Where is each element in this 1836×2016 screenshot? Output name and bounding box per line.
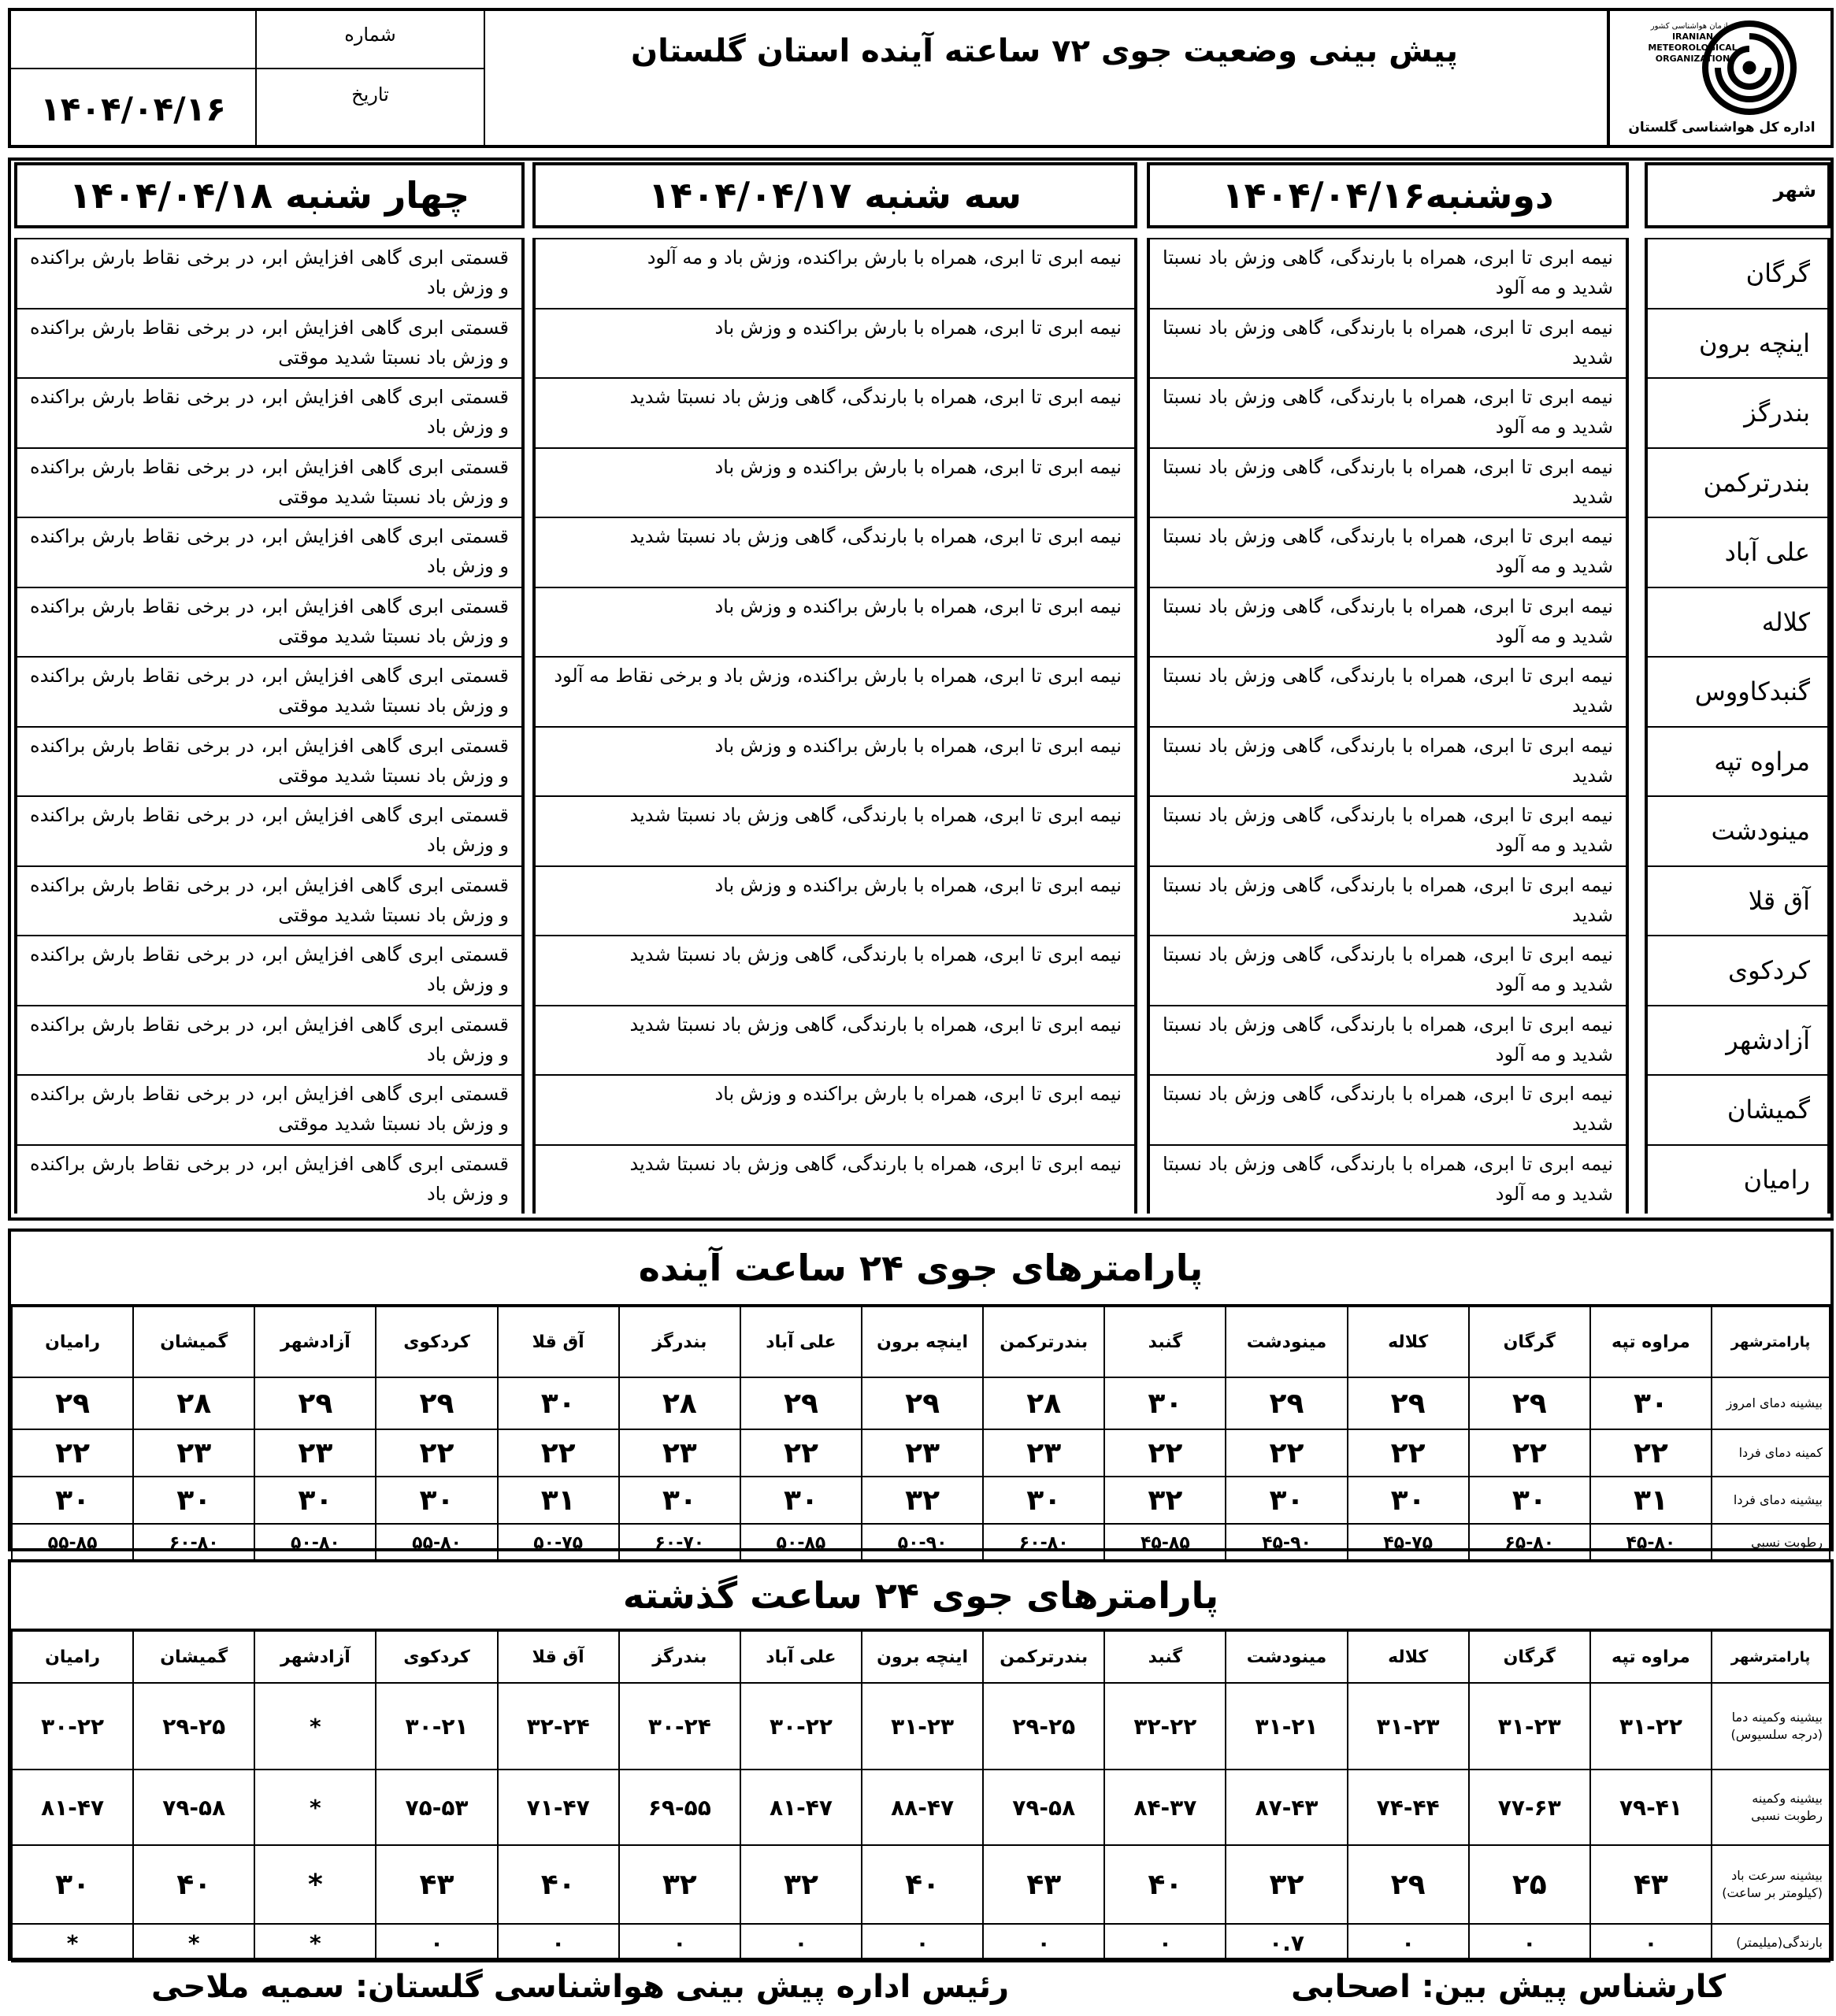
- day-header-3: چهار شنبه ۱۴۰۴/۰۴/۱۸: [14, 162, 525, 228]
- value-cell: ۳۲: [1226, 1845, 1347, 1924]
- forecast-cell: نیمه ابری تا ابری، همراه با بارندگی، گاهی وزش باد نسبتا شدید: [532, 1005, 1137, 1075]
- city-name: بندرگز: [1645, 377, 1830, 447]
- forecast-cell: نیمه ابری تا ابری، همراه با بارندگی، گاهی وزش باد نسبتا شدید: [532, 377, 1137, 447]
- value-cell: ۰: [1590, 1924, 1712, 1962]
- value-cell: ۲۹-۲۵: [983, 1683, 1104, 1770]
- forecast-cell: قسمتی ابری گاهی افزایش ابر، در برخی نقاط بارش براکنده و وزش باد: [14, 795, 525, 865]
- city-name: علی آباد: [1645, 517, 1830, 587]
- chief-signature: رئیس اداره پیش بینی هواشناسی گلستان: سمیه ملاحی: [151, 1969, 1009, 2005]
- value-cell: ۶۰-۸۰: [983, 1524, 1104, 1562]
- value-cell: ۲۹: [12, 1377, 133, 1429]
- value-cell: ۰: [1469, 1924, 1590, 1962]
- value-cell: ۳۱: [498, 1477, 619, 1524]
- row-label: بیشینه وکمینه دما (درجه سلسیوس): [1712, 1683, 1830, 1770]
- value-cell: ۳۰: [1348, 1477, 1469, 1524]
- forecast-cell: نیمه ابری تا ابری، همراه با بارش براکنده و وزش باد: [532, 865, 1137, 936]
- value-cell: ۳۲: [1104, 1477, 1226, 1524]
- forecast-cell: نیمه ابری تا ابری، همراه با بارندگی، گاهی وزش باد نسبتا شدید و مه آلود: [1147, 517, 1629, 587]
- value-cell: ۲۲: [1590, 1429, 1712, 1477]
- value-cell: ۳۲-۲۲: [1104, 1683, 1226, 1770]
- value-cell: ۷۵-۵۳: [376, 1770, 497, 1845]
- value-cell: *: [133, 1924, 254, 1962]
- value-cell: ۴۰: [1104, 1845, 1226, 1924]
- value-cell: ۲۹: [254, 1377, 376, 1429]
- value-cell: ۴۰: [862, 1845, 983, 1924]
- city-name: بندرترکمن: [1645, 447, 1830, 517]
- value-cell: ۵۰-۸۰: [254, 1524, 376, 1562]
- forecast-cell: قسمتی ابری گاهی افزایش ابر، در برخی نقاط بارش براکنده و وزش باد: [14, 517, 525, 587]
- value-cell: ۲۲: [12, 1429, 133, 1477]
- value-cell: ۳۰: [376, 1477, 497, 1524]
- value-cell: ۲۲: [740, 1429, 862, 1477]
- city-name: گرگان: [1645, 238, 1830, 308]
- forecast-cell: قسمتی ابری گاهی افزایش ابر، در برخی نقاط بارش براکنده و وزش باد: [14, 238, 525, 308]
- value-cell: ۳۰: [1469, 1477, 1590, 1524]
- city-column-header: آزادشهر: [254, 1631, 376, 1683]
- value-cell: ۳۰: [740, 1477, 862, 1524]
- forecast-cell: نیمه ابری تا ابری، همراه با بارندگی، گاهی وزش باد نسبتا شدید و مه آلود: [1147, 1144, 1629, 1214]
- value-cell: ۵۵-۸۵: [12, 1524, 133, 1562]
- value-cell: ۴۳: [983, 1845, 1104, 1924]
- value-cell: ۲۹-۲۵: [133, 1683, 254, 1770]
- city-column-header: گنبد: [1104, 1306, 1226, 1377]
- forecast-cell: قسمتی ابری گاهی افزایش ابر، در برخی نقاط بارش براکنده و وزش باد نسبتا شدید موقتی: [14, 587, 525, 657]
- value-cell: ۷۱-۴۷: [498, 1770, 619, 1845]
- svg-text:ORGANIZATION: ORGANIZATION: [1655, 54, 1730, 64]
- city-name: رامیان: [1645, 1144, 1830, 1214]
- day-header-1: دوشنبه۱۴۰۴/۰۴/۱۶: [1147, 162, 1629, 228]
- city-column-header: مینودشت: [1226, 1306, 1347, 1377]
- value-cell: ۸۸-۴۷: [862, 1770, 983, 1845]
- value-cell: ۲۸: [133, 1377, 254, 1429]
- row-label: کمینه دمای فردا: [1712, 1429, 1830, 1477]
- value-cell: ۳۰-۲۲: [740, 1683, 862, 1770]
- row-label: بیشینه وکمینه رطوبت نسبی: [1712, 1770, 1830, 1845]
- city-column-header: بندرگز: [619, 1306, 740, 1377]
- value-cell: ۲۹: [862, 1377, 983, 1429]
- forecast-cell: نیمه ابری تا ابری، همراه با بارندگی، گاهی وزش باد نسبتا شدید: [532, 795, 1137, 865]
- forecast-cell: قسمتی ابری گاهی افزایش ابر، در برخی نقاط بارش براکنده و وزش باد: [14, 935, 525, 1005]
- forecast-cell: نیمه ابری تا ابری، همراه با بارندگی، گاهی وزش باد نسبتا شدید و مه آلود: [1147, 1005, 1629, 1075]
- forecaster-signature: کارشناس پیش بین: اصحابی: [1291, 1969, 1726, 2005]
- forecast-cell: نیمه ابری تا ابری، همراه با بارندگی، گاهی وزش باد نسبتا شدید و مه آلود: [1147, 238, 1629, 308]
- forecast-cell: نیمه ابری تا ابری، همراه با بارش براکنده، وزش باد و مه آلود: [532, 238, 1137, 308]
- value-cell: ۲۲: [1348, 1429, 1469, 1477]
- value-cell: ۳۱-۲۳: [1469, 1683, 1590, 1770]
- past24-table: [11, 1630, 1830, 1962]
- value-cell: ۳۲: [862, 1477, 983, 1524]
- forecast-cell: نیمه ابری تا ابری، همراه با بارندگی، گاهی وزش باد نسبتا شدید و مه آلود: [1147, 377, 1629, 447]
- value-cell: ۳۲: [619, 1845, 740, 1924]
- corner-label: پارامترشهر: [1712, 1306, 1830, 1377]
- city-column-header: رامیان: [12, 1631, 133, 1683]
- forecast-cell: نیمه ابری تا ابری، همراه با بارش براکنده و وزش باد: [532, 726, 1137, 796]
- forecast-cell: نیمه ابری تا ابری، همراه با بارش براکنده و وزش باد: [532, 447, 1137, 517]
- value-cell: ۸۱-۴۷: [12, 1770, 133, 1845]
- city-column-header: اینچه برون: [862, 1631, 983, 1683]
- city-column-header: آق قلا: [498, 1631, 619, 1683]
- value-cell: *: [254, 1924, 376, 1962]
- forecast-cell: قسمتی ابری گاهی افزایش ابر، در برخی نقاط بارش براکنده و وزش باد نسبتا شدید موقتی: [14, 308, 525, 378]
- city-column-header: مراوه تپه: [1590, 1631, 1712, 1683]
- value-cell: ۸۷-۴۳: [1226, 1770, 1347, 1845]
- value-cell: ۲۹: [1348, 1845, 1469, 1924]
- table-row: [12, 1924, 1830, 1962]
- table-row: [12, 1377, 1830, 1429]
- value-cell: ۲۳: [983, 1429, 1104, 1477]
- value-cell: ۲۹: [740, 1377, 862, 1429]
- value-cell: ۵۰-۹۰: [862, 1524, 983, 1562]
- date-value: ۱۴۰۴/۰۴/۱۶: [40, 90, 226, 128]
- value-cell: ۷۴-۴۴: [1348, 1770, 1469, 1845]
- city-column-header: اینچه برون: [862, 1306, 983, 1377]
- value-cell: ۰: [983, 1924, 1104, 1962]
- past24-box: [8, 1559, 1834, 1961]
- row-label: رطوبت نسبی: [1712, 1524, 1830, 1562]
- city-name: مینودشت: [1645, 795, 1830, 865]
- city-column-header: گمیشان: [133, 1631, 254, 1683]
- value-cell: ۲۳: [862, 1429, 983, 1477]
- divider: [1607, 11, 1610, 145]
- value-cell: ۷۹-۴۱: [1590, 1770, 1712, 1845]
- value-cell: ۴۵-۸۰: [1590, 1524, 1712, 1562]
- value-cell: ۳۰: [254, 1477, 376, 1524]
- number-label: شماره: [344, 24, 396, 46]
- city-name: مراوه تپه: [1645, 726, 1830, 796]
- value-cell: *: [254, 1770, 376, 1845]
- value-cell: ۳۰: [498, 1377, 619, 1429]
- city-name: گمیشان: [1645, 1074, 1830, 1144]
- row-label: بیشینه دمای فردا: [1712, 1477, 1830, 1524]
- city-name: اینچه برون: [1645, 308, 1830, 378]
- svg-text:METEOROLOGICAL: METEOROLOGICAL: [1648, 43, 1738, 53]
- table-row: [12, 1477, 1830, 1524]
- forecast-cell: نیمه ابری تا ابری، همراه با بارندگی، گاهی وزش باد نسبتا شدید: [532, 1144, 1137, 1214]
- value-cell: ۲۹: [1469, 1377, 1590, 1429]
- meteorological-organization-logo-icon: [1631, 14, 1812, 117]
- value-cell: ۰: [619, 1924, 740, 1962]
- value-cell: ۳۱-۲۳: [1348, 1683, 1469, 1770]
- value-cell: ۰.۷: [1226, 1924, 1347, 1962]
- city-name: آق قلا: [1645, 865, 1830, 936]
- forecast-cell: نیمه ابری تا ابری، همراه با بارندگی، گاهی وزش باد نسبتا شدید: [1147, 447, 1629, 517]
- value-cell: ۲۲: [376, 1429, 497, 1477]
- row-label: بارندگی(میلیمتر): [1712, 1924, 1830, 1962]
- forecast-cell: قسمتی ابری گاهی افزایش ابر، در برخی نقاط بارش براکنده و وزش باد نسبتا شدید موقتی: [14, 1074, 525, 1144]
- forecast-cell: قسمتی ابری گاهی افزایش ابر، در برخی نقاط بارش براکنده و وزش باد نسبتا شدید موقتی: [14, 865, 525, 936]
- forecast-cell: نیمه ابری تا ابری، همراه با بارندگی، گاهی وزش باد نسبتا شدید: [1147, 865, 1629, 936]
- value-cell: ۷۷-۶۳: [1469, 1770, 1590, 1845]
- value-cell: ۴۵-۹۰: [1226, 1524, 1347, 1562]
- value-cell: ۳۱-۲۳: [862, 1683, 983, 1770]
- next24-table: [11, 1306, 1830, 1562]
- value-cell: ۷۹-۵۸: [983, 1770, 1104, 1845]
- value-cell: ۴۵-۷۵: [1348, 1524, 1469, 1562]
- city-header: شهر: [1645, 162, 1830, 228]
- value-cell: ۰: [1104, 1924, 1226, 1962]
- value-cell: ۳۰: [133, 1477, 254, 1524]
- value-cell: ۳۲: [740, 1845, 862, 1924]
- value-cell: ۳۰: [1590, 1377, 1712, 1429]
- city-column-header: گنبد: [1104, 1631, 1226, 1683]
- value-cell: ۲۹: [376, 1377, 497, 1429]
- table-row: [12, 1429, 1830, 1477]
- table-row: [12, 1524, 1830, 1562]
- row-label: بیشینه سرعت باد (کیلومتر بر ساعت): [1712, 1845, 1830, 1924]
- city-column-header: رامیان: [12, 1306, 133, 1377]
- forecast-cell: قسمتی ابری گاهی افزایش ابر، در برخی نقاط بارش براکنده و وزش باد: [14, 1144, 525, 1214]
- table-header-row: [12, 1306, 1830, 1377]
- value-cell: *: [254, 1845, 376, 1924]
- forecast-cell: نیمه ابری تا ابری، همراه با بارندگی، گاهی وزش باد نسبتا شدید: [1147, 726, 1629, 796]
- city-column-header: بندرترکمن: [983, 1631, 1104, 1683]
- value-cell: ۳۰: [12, 1477, 133, 1524]
- value-cell: ۵۵-۸۰: [376, 1524, 497, 1562]
- divider: [11, 68, 484, 69]
- value-cell: ۴۵-۸۵: [1104, 1524, 1226, 1562]
- forecast-cell: نیمه ابری تا ابری، همراه با بارندگی، گاهی وزش باد نسبتا شدید: [1147, 1074, 1629, 1144]
- city-name: کلاله: [1645, 587, 1830, 657]
- forecast-cell: قسمتی ابری گاهی افزایش ابر، در برخی نقاط بارش براکنده و وزش باد نسبتا شدید موقتی: [14, 656, 525, 726]
- city-column-header: آق قلا: [498, 1306, 619, 1377]
- value-cell: *: [12, 1924, 133, 1962]
- value-cell: ۴۳: [376, 1845, 497, 1924]
- logo: [1615, 14, 1829, 144]
- forecast-cell: قسمتی ابری گاهی افزایش ابر، در برخی نقاط بارش براکنده و وزش باد نسبتا شدید موقتی: [14, 447, 525, 517]
- city-name: گنبدکاووس: [1645, 656, 1830, 726]
- city-column-header: آزادشهر: [254, 1306, 376, 1377]
- value-cell: ۴۳: [1590, 1845, 1712, 1924]
- value-cell: ۳۰-۲۲: [12, 1683, 133, 1770]
- value-cell: ۲۸: [619, 1377, 740, 1429]
- city-name: کردکوی: [1645, 935, 1830, 1005]
- city-column-header: بندرگز: [619, 1631, 740, 1683]
- city-column-header: کردکوی: [376, 1631, 497, 1683]
- city-column-header: مراوه تپه: [1590, 1306, 1712, 1377]
- city-column-header: علی آباد: [740, 1306, 862, 1377]
- table-row: [12, 1845, 1830, 1924]
- value-cell: *: [254, 1683, 376, 1770]
- value-cell: ۲۵: [1469, 1845, 1590, 1924]
- value-cell: ۲۳: [619, 1429, 740, 1477]
- value-cell: ۰: [862, 1924, 983, 1962]
- value-cell: ۴۰: [133, 1845, 254, 1924]
- value-cell: ۳۰: [983, 1477, 1104, 1524]
- value-cell: ۲۳: [133, 1429, 254, 1477]
- value-cell: ۸۱-۴۷: [740, 1770, 862, 1845]
- value-cell: ۲۳: [254, 1429, 376, 1477]
- value-cell: ۲۸: [983, 1377, 1104, 1429]
- value-cell: ۴۰: [498, 1845, 619, 1924]
- day-header-2: سه شنبه ۱۴۰۴/۰۴/۱۷: [532, 162, 1137, 228]
- city-column-header: مینودشت: [1226, 1631, 1347, 1683]
- next24-box: [8, 1228, 1834, 1551]
- value-cell: ۰: [740, 1924, 862, 1962]
- date-label: تاریخ: [351, 83, 389, 106]
- city-column-header: گرگان: [1469, 1631, 1590, 1683]
- value-cell: ۳۰-۲۱: [376, 1683, 497, 1770]
- city-column-header: بندرترکمن: [983, 1306, 1104, 1377]
- row-label: بیشینه دمای امروز: [1712, 1377, 1830, 1429]
- value-cell: ۳۱-۲۲: [1590, 1683, 1712, 1770]
- city-column-header: کردکوی: [376, 1306, 497, 1377]
- value-cell: ۷۹-۵۸: [133, 1770, 254, 1845]
- next24-title: پارامترهای جوی ۲۴ ساعت آینده: [11, 1232, 1830, 1306]
- city-column-header: گمیشان: [133, 1306, 254, 1377]
- value-cell: ۶۵-۸۰: [1469, 1524, 1590, 1562]
- forecast-cell: نیمه ابری تا ابری، همراه با بارندگی، گاهی وزش باد نسبتا شدید: [1147, 308, 1629, 378]
- forecast-cell: نیمه ابری تا ابری، همراه با بارش براکنده و وزش باد: [532, 1074, 1137, 1144]
- forecast-cell: نیمه ابری تا ابری، همراه با بارندگی، گاهی وزش باد نسبتا شدید: [532, 935, 1137, 1005]
- value-cell: ۳۰-۲۴: [619, 1683, 740, 1770]
- value-cell: ۰: [376, 1924, 497, 1962]
- table-row: [12, 1770, 1830, 1845]
- forecast-cell: نیمه ابری تا ابری، همراه با بارندگی، گاهی وزش باد نسبتا شدید و مه آلود: [1147, 795, 1629, 865]
- value-cell: ۰: [1348, 1924, 1469, 1962]
- value-cell: ۳۰: [1226, 1477, 1347, 1524]
- forecast-cell: قسمتی ابری گاهی افزایش ابر، در برخی نقاط بارش براکنده و وزش باد: [14, 377, 525, 447]
- value-cell: ۲۹: [1348, 1377, 1469, 1429]
- city-column-header: کلاله: [1348, 1306, 1469, 1377]
- forecast-cell: نیمه ابری تا ابری، همراه با بارش براکنده و وزش باد: [532, 587, 1137, 657]
- value-cell: ۲۹: [1226, 1377, 1347, 1429]
- forecast-cell: نیمه ابری تا ابری، همراه با بارندگی، گاهی وزش باد نسبتا شدید و مه آلود: [1147, 587, 1629, 657]
- city-column-header: کلاله: [1348, 1631, 1469, 1683]
- table-header-row: [12, 1631, 1830, 1683]
- past24-title: پارامترهای جوی ۲۴ ساعت گذشته: [11, 1562, 1830, 1630]
- value-cell: ۳۱-۲۱: [1226, 1683, 1347, 1770]
- value-cell: ۵۰-۷۵: [498, 1524, 619, 1562]
- value-cell: ۰: [498, 1924, 619, 1962]
- value-cell: ۸۴-۳۷: [1104, 1770, 1226, 1845]
- value-cell: ۵۰-۸۵: [740, 1524, 862, 1562]
- city-name: آزادشهر: [1645, 1005, 1830, 1075]
- value-cell: ۶۰-۸۰: [133, 1524, 254, 1562]
- number-date-block: [11, 11, 484, 145]
- value-cell: ۲۲: [498, 1429, 619, 1477]
- value-cell: ۳۰: [1104, 1377, 1226, 1429]
- value-cell: ۲۲: [1226, 1429, 1347, 1477]
- value-cell: ۳۱: [1590, 1477, 1712, 1524]
- value-cell: ۶۰-۷۰: [619, 1524, 740, 1562]
- forecast-cell: نیمه ابری تا ابری، همراه با بارندگی، گاهی وزش باد نسبتا شدید: [532, 517, 1137, 587]
- value-cell: ۳۲-۲۴: [498, 1683, 619, 1770]
- value-cell: ۶۹-۵۵: [619, 1770, 740, 1845]
- svg-text:IRANIAN: IRANIAN: [1671, 32, 1714, 42]
- corner-label: پارامترشهر: [1712, 1631, 1830, 1683]
- forecast-cell: قسمتی ابری گاهی افزایش ابر، در برخی نقاط بارش براکنده و وزش باد: [14, 1005, 525, 1075]
- forecast-cell: قسمتی ابری گاهی افزایش ابر، در برخی نقاط بارش براکنده و وزش باد نسبتا شدید موقتی: [14, 726, 525, 796]
- city-column-header: گرگان: [1469, 1306, 1590, 1377]
- page-title: پیش بینی وضعیت جوی ۷۲ ساعته آینده استان گلستان: [631, 33, 1458, 69]
- value-cell: ۳۰: [619, 1477, 740, 1524]
- forecast-cell: نیمه ابری تا ابری، همراه با بارندگی، گاهی وزش باد نسبتا شدید: [1147, 656, 1629, 726]
- value-cell: ۲۲: [1469, 1429, 1590, 1477]
- logo-caption: اداره کل هواشناسی گلستان: [1628, 120, 1816, 135]
- svg-text:سازمان هواشناسی کشور: سازمان هواشناسی کشور: [1650, 22, 1735, 31]
- table-row: [12, 1683, 1830, 1770]
- value-cell: ۲۲: [1104, 1429, 1226, 1477]
- value-cell: ۳۰: [12, 1845, 133, 1924]
- city-column-header: علی آباد: [740, 1631, 862, 1683]
- forecast-cell: نیمه ابری تا ابری، همراه با بارش براکنده و وزش باد: [532, 308, 1137, 378]
- forecast-cell: نیمه ابری تا ابری، همراه با بارش براکنده، وزش باد و برخی نقاط مه آلود: [532, 656, 1137, 726]
- forecast-cell: نیمه ابری تا ابری، همراه با بارندگی، گاهی وزش باد نسبتا شدید و مه آلود: [1147, 935, 1629, 1005]
